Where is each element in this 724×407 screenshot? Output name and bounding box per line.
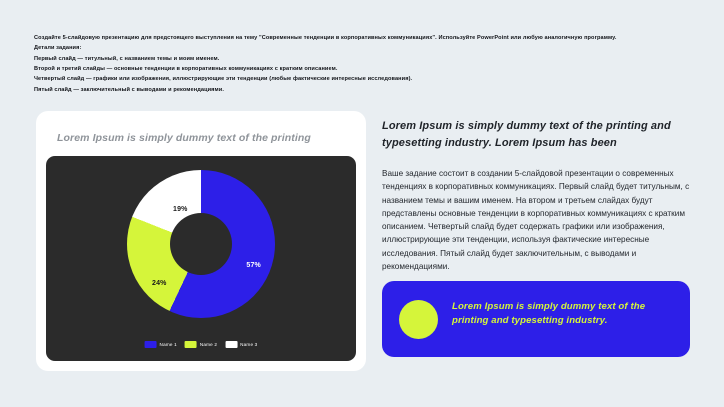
- callout-dot-icon: [399, 300, 438, 339]
- legend-label: Name 3: [240, 342, 258, 347]
- chart-panel: [46, 156, 356, 361]
- donut-label-1: 57%: [246, 262, 261, 269]
- prompt-line: Пятый слайд — заключительный с выводами и рекомендациями.: [34, 86, 224, 93]
- donut-label-2: 24%: [152, 280, 167, 287]
- legend-label: Name 1: [159, 342, 177, 347]
- slide-title: Lorem Ipsum is simply dummy text of the printing: [57, 132, 311, 144]
- legend-item: [185, 341, 217, 348]
- callout-text: Lorem Ipsum is simply dummy text of the printing and typesetting industry.: [452, 301, 646, 326]
- donut-label-3: 19%: [173, 206, 188, 213]
- prompt-line: Четвертый слайд — графики или изображения, иллюстрирующие эти тенденции (любые фактические интересные исследования).: [34, 76, 413, 83]
- legend-item: [225, 341, 257, 348]
- right-body-text: Ваше задание состоит в создании 5-слайдовой презентации о современных тенденциях в корпоративных коммуникациях. Первый слайд будет титульным, с названием темы и вашим именем. На втором и третьем слайдах будут представлены основные тенденции в корпоративных коммуникациях с кратким описанием. Четвертый слайд будет содержать графики или изображения, иллюстрирующие эти тенденции, используя фактические интересные исследования. Пятый слайд будет заключительным, с выводами и рекомендациями.: [382, 169, 690, 271]
- right-column: [378, 118, 690, 273]
- legend-swatch: [225, 341, 237, 348]
- legend-swatch: [185, 341, 197, 348]
- donut-chart: [127, 170, 275, 318]
- chart-legend: [145, 341, 258, 348]
- legend-item: [145, 341, 177, 348]
- legend-swatch: [145, 341, 157, 348]
- prompt-line: Второй и третий слайды — основные тенденции в корпоративных коммуникациях с кратким описанием.: [34, 66, 338, 73]
- donut-center-hole: [170, 213, 232, 275]
- slide-preview-card: [36, 111, 366, 371]
- prompt-line: Первый слайд — титульный, с названием темы и моим именем.: [34, 55, 220, 62]
- prompt-line: Создайте 5-слайдовую презентацию для предстоящего выступления на тему "Современные тенденции в корпоративных коммуникациях". Используйте PowerPoint или любую аналогичную программу.: [34, 35, 617, 41]
- legend-label: Name 2: [199, 342, 218, 347]
- prompt-line: Детали задания:: [34, 45, 82, 52]
- right-heading: Lorem Ipsum is simply dummy text of the printing and typesetting industry. Lorem Ipsum has been: [382, 120, 671, 149]
- callout-card: [382, 281, 690, 357]
- task-prompt: [34, 33, 634, 95]
